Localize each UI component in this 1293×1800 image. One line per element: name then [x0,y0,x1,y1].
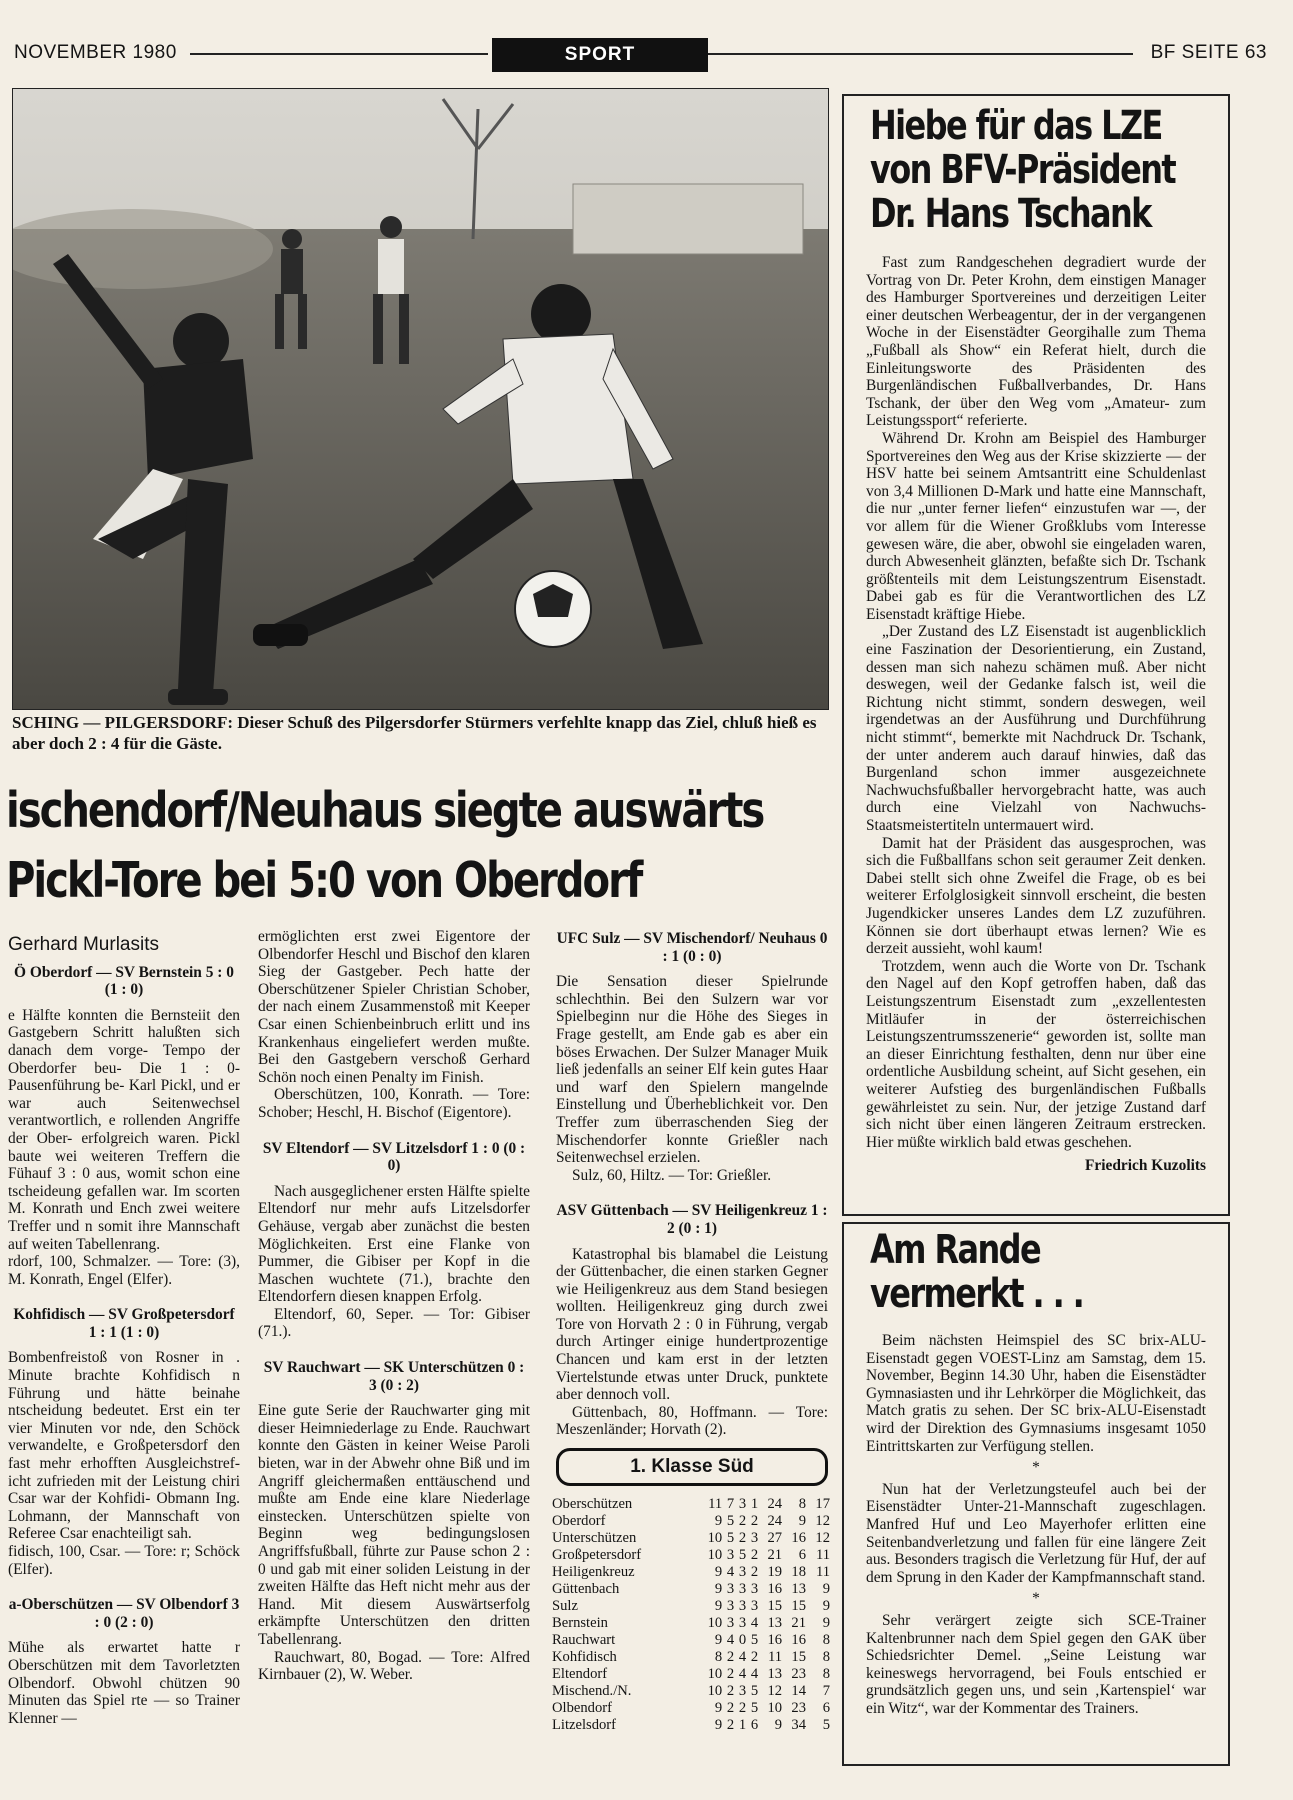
table-cell: 4 [726,1564,735,1580]
photo-caption: SCHING — PILGERSDORF: Dieser Schuß des Pilgersdorfer Stürmers verfehlte knapp das Ziel, chluß hieß es aber doch 2 : 4 für die Gäste. [12,713,817,753]
table-cell: 2 [738,1700,747,1716]
table-cell: 9 [714,1632,723,1648]
article-paragraph: Eine gute Serie der Rauchwarter ging mit dieser Heimniederlage zu Ende. Rauchwart konnte den Gästen in keiner Weise Paroli bieten, war in der Abwehr ohne Biß und im Angriff gleichermaßen enttäuschend und mußte am Ende eine klare Niederlage einstecken. Unterschützen spielte von Beginn weg bedingungslosen Angriffsfußball, führte zur Pause schon 2 : 0 und gab mit einer soliden Leistung in der zweiten Hälfte das Heft nicht mehr aus der Hand. Mit diesem Auswärtserfolg erkämpfte Unterschützen den dritten Tabellenrang. [258,1402,530,1648]
table-cell: 5 [738,1547,747,1563]
table-cell: 18 [791,1564,806,1580]
table-row [552,1581,830,1598]
article-paragraph: e Hälfte konnten die Bernsteiit den Gastgebern Schritt halußten sich danach dem vorge- Tempo der Oberdorfer beu- Die 1 : 0-Pausenführung be- Karl Pickl, und er war auch Seitenwechsel verantwortlich, e rollenden Angriffe der Ober- erfolgreich waren. Pickl baute wei weiteren Treffern die Fühauf 3 : 0 aus, womit schon eine tscheideung gefallen war. Im scorten M. Konrath und Ench zwei weitere Treffer und n somit ihre Mannschaft auf weiten Tabellenrang. [8,1006,240,1253]
table-cell: 21 [767,1547,783,1563]
table-row [552,1496,830,1513]
article-column-2 [258,928,530,1684]
header-rule-left [190,53,488,55]
match-details: Rauchwart, 80, Bogad. — Tore: Alfred Kirnbauer (2), W. Weber. [258,1648,530,1684]
article-column-1 [8,936,240,1727]
team-name: Bernstein [552,1615,608,1631]
table-row [552,1513,830,1530]
article-column-3 [556,930,828,1439]
table-cell: 16 [767,1581,783,1597]
match-heading: a-Oberschützen — SV Olbendorf 3 : 0 (2 : 0) [8,1596,240,1631]
table-cell: 12 [767,1683,783,1699]
table-cell: 10 [767,1700,783,1716]
article-paragraph: Trotzdem, wenn auch die Worte von Dr. Tschank den Nagel auf den Kopf getroffen haben, daß das Leistungszentrum Eisenstadt zum „exzellentesten Mitläufer in der österreichischen Leistungszentrumsszenerie“ geworden ist, sollte man an dieser Einrichtung festhalten, denn nur über eine ordentliche Ausbildung scheint, auf Sicht gesehen, ein weiterer Aufstieg des burgenländischen Fußballs gewährleistet zu sein. Nur, der jetzige Zustand darf sich nicht über einen längeren Zeitraum erstrecken. Hier müßte wirklich bald etwas geschehen. [866,957,1206,1151]
table-cell: 10 [707,1615,723,1631]
article-paragraph: Sehr verärgert zeigte sich SCE-Trainer Kaltenbrunner nach dem Spiel gegen den GAK über Schiedsrichter Demel. „Seine Leistung war keineswegs hervorragend, bei Fouls entschied er grundsätzlich gegen uns, und sein ‚Kartenspiel‘ war ein Witz“, war der Kommentar des Trainers. [866,1611,1206,1717]
table-cell: 2 [726,1683,735,1699]
page-number: BF SEITE 63 [1150,42,1267,63]
table-cell: 13 [791,1581,806,1597]
table-cell: 3 [738,1581,747,1597]
table-cell: 9 [822,1615,830,1631]
football-scene-illustration [13,89,828,709]
table-cell: 3 [738,1598,747,1614]
article-paragraph: Damit hat der Präsident das ausgesprochen, was sich die Fußballfans schon seit geraumer Zeit denken. Dabei stellt sich ohne Zweifel die Frage, ob es bei weiterer Erfolglosigkeit sinnvoll erscheint, die besten Jugendkicker unseres Landes dem LZ zuzuführen. Können sie dort überhaupt etwas lernen? Wie es derzeit aussieht, wohl kaum! [866,834,1206,958]
table-cell: 3 [738,1496,747,1512]
separator-star: * [1032,1590,1040,1608]
table-cell: 4 [738,1666,747,1682]
table-cell: 7 [822,1683,830,1699]
table-cell: 24 [767,1513,783,1529]
team-name: Unterschützen [552,1530,637,1546]
team-name: Eltendorf [552,1666,608,1682]
table-cell: 34 [791,1717,806,1733]
table-cell: 2 [750,1564,759,1580]
article-paragraph: ermöglichten erst zwei Eigentore der Olbendorfer Heschl und Bischof den klaren Sieg der Gastgeber. Pech hatte der Oberschützener Spieler Christian Schober, der nach einem Zusammenstoß mit Keeper Csar einen Schienbeinbruch erlitt und ins Krankenhaus eingeliefert werden mußte. Bei den Gastgebern verschoß Gerhard Schön noch einen Penalty im Finish. [258,928,530,1086]
table-cell: 12 [815,1530,830,1546]
table-cell: 9 [714,1581,723,1597]
team-name: Olbendorf [552,1700,612,1716]
league-table [552,1496,830,1734]
main-subheadline: Pickl-Tore bei 5:0 von Oberdorf [6,852,642,909]
table-row [552,1632,830,1649]
table-cell: 6 [750,1717,759,1733]
table-cell: 2 [726,1717,735,1733]
table-cell: 2 [750,1547,759,1563]
table-cell: 3 [750,1581,759,1597]
table-cell: 3 [726,1581,735,1597]
table-cell: 9 [774,1717,783,1733]
section-label: SPORT [492,38,708,72]
table-cell: 2 [750,1649,759,1665]
main-headline: ischendorf/Neuhaus siegte auswärts [6,782,764,839]
table-cell: 4 [750,1666,759,1682]
article-paragraph: Fast zum Randgeschehen degradiert wurde der Vortrag von Dr. Peter Krohn, dem einstigen Manager des Hamburger Sportvereines und derzeitigen Leiter einer deutschen Werbeagentur, der in der vergangenen Woche in der Eisenstädter Georgihalle zum Thema „Fußball als Show“ ein Referat hielt, durch die Einleitungsworte des Präsidenten des Burgenländischen Fußballverbandes, Dr. Hans Tschank, der über den Weg vom „Amateur- zum Leistungssport“ referierte. [866,254,1206,430]
table-cell: 10 [707,1683,723,1699]
table-cell: 0 [738,1632,747,1648]
article-paragraph: Beim nächsten Heimspiel des SC brix-ALU-Eisenstadt gegen VOEST-Linz am Samstag, dem 15. November, Beginn 14.30 Uhr, haben die Eisenstädter Gymnasiasten und ihr Lehrkörper die Möglichkeit, das Match gratis zu sehen. Der SC brix-ALU-Eisenstadt wird der Direktion des Gymnasiums insgesamt 1050 Eintrittskarten zur Verfügung stellen. [866,1332,1206,1455]
table-cell: 10 [707,1530,723,1546]
article-paragraph: Bombenfreistoß von Rosner in . Minute brachte Kohfidisch n Führung und hätte beinahe ntscheidung bedeutet. Erst ein ter vier Minuten vor nde, den Schöck verwandelte, e Großpetersdorf den fast mehr erhofften Ausgleichstref- icht zufrieden mit der Leistung chiri Csar war der Kohfidi- Obmann Ing. Lohmann, der Mannschaft von Referee Csar enachteiligt sah. [8,1349,240,1543]
table-cell: 9 [822,1581,830,1597]
table-cell: 27 [767,1530,783,1546]
match-details: Eltendorf, 60, Seper. — Tor: Gibiser (71.). [258,1305,530,1341]
sidebar-headline-line: Am Rande [870,1227,1041,1273]
article-paragraph: Katastrophal bis blamabel die Leistung der Güttenbacher, die einen starken Gegner wie Heiligenkreuz aus dem Stand besiegen wollten. Heiligenkreuz ging durch zwei Tore von Horvath 2 : 0 in Führung, vergab durch Artinger einige hundertprozentige Chancen und kam erst in der letzten Viertelstunde etwas unter Druck, punktete aber dennoch voll. [556,1245,828,1404]
team-name: Oberdorf [552,1513,606,1529]
match-heading: UFC Sulz — SV Mischendorf/ Neuhaus 0 : 1 (0 : 0) [556,930,828,965]
match-details: Güttenbach, 80, Hoffmann. — Tore: Meszenländer; Horvath (2). [556,1403,828,1439]
team-name: Mischend./N. [552,1683,632,1699]
table-cell: 3 [738,1683,747,1699]
table-cell: 1 [738,1717,747,1733]
article-paragraph: Nun hat der Verletzungsteufel auch bei der Eisenstädter Unter-21-Mannschaft zugeschlagen. Manfred Huf und Leo Mayerhofer erlitten eine Seitenbandverletzung und fallen für eine längere Zeit aus. Besonders tragisch die Verletzung für Huf, der auf dem Sprung in den Kader der Kampfmannschaft stand. [866,1480,1206,1586]
table-row [552,1683,830,1700]
table-row [552,1615,830,1632]
table-row [552,1717,830,1734]
article-paragraph: Mühe als erwartet hatte r Oberschützen mit dem Tavorletzten Olbendorf. Obwohl chützen 90 Minuten das Spiel rte — so Trainer Klenner — [8,1639,240,1727]
team-name: Oberschützen [552,1496,633,1512]
sidebar-article-body [866,254,1206,1175]
table-cell: 15 [767,1598,783,1614]
table-cell: 9 [798,1513,806,1529]
sidebar-notes-body [866,1332,1206,1717]
table-cell: 2 [726,1649,735,1665]
team-name: Rauchwart [552,1632,616,1648]
match-details: Sulz, 60, Hiltz. — Tor: Grießler. [572,1166,772,1184]
table-cell: 9 [714,1700,723,1716]
sidebar-headline-line: Hiebe für das LZE [870,103,1162,149]
table-cell: 4 [726,1632,735,1648]
table-cell: 8 [822,1666,830,1682]
table-cell: 3 [738,1615,747,1631]
table-cell: 7 [726,1496,735,1512]
team-name: Großpetersdorf [552,1547,642,1563]
table-cell: 2 [750,1513,759,1529]
table-cell: 23 [791,1666,806,1682]
table-cell: 13 [767,1666,783,1682]
header-rule-right [708,53,1133,55]
table-cell: 3 [726,1598,735,1614]
article-paragraph: Nach ausgeglichener ersten Hälfte spielte Eltendorf nur mehr aufs Litzelsdorfer Gehäuse, vergab aber zunächst die besten Möglichkeiten. Erst eine Flanke von Pummer, die Gibiser per Kopf in die Maschen wuchtete (71.), brachte den Eltendorfern diesen knappen Erfolg. [258,1182,530,1306]
table-row [552,1547,830,1564]
table-cell: 10 [707,1547,723,1563]
table-cell: 11 [815,1564,830,1580]
match-photo [12,88,829,710]
table-cell: 3 [738,1564,747,1580]
table-cell: 5 [750,1683,759,1699]
table-cell: 10 [707,1666,723,1682]
table-row [552,1530,830,1547]
table-cell: 5 [750,1632,759,1648]
match-heading: SV Eltendorf — SV Litzelsdorf 1 : 0 (0 : 0) [262,1139,526,1175]
table-cell: 1 [750,1496,759,1512]
table-cell: 8 [822,1649,830,1665]
table-cell: 14 [791,1683,806,1699]
table-row [552,1700,830,1717]
table-cell: 16 [791,1632,806,1648]
table-cell: 15 [791,1649,806,1665]
table-cell: 3 [750,1530,759,1546]
table-cell: 17 [815,1496,830,1512]
match-heading: SV Rauchwart — SK Unterschützen 0 : 3 (0 : 2) [263,1359,525,1394]
table-cell: 9 [714,1717,723,1733]
league-table-title: 1. Klasse Süd [556,1448,828,1486]
byline: Gerhard Murlasits [8,934,159,955]
table-cell: 2 [726,1700,735,1716]
table-cell: 4 [738,1649,747,1665]
table-cell: 5 [822,1717,830,1733]
table-cell: 12 [815,1513,830,1529]
match-details: Oberschützen, 100, Konrath. — Tore: Schober; Heschl, H. Bischof (Eigentore). [258,1086,530,1121]
table-cell: 9 [714,1598,723,1614]
table-cell: 3 [726,1547,735,1563]
sidebar-am-rande [842,1222,1230,1766]
team-name: Heiligenkreuz [552,1564,635,1580]
match-heading: ASV Güttenbach — SV Heiligenkreuz 1 : 2 (0 : 1) [556,1202,828,1237]
article-paragraph: Während Dr. Krohn am Beispiel des Hamburger Sportvereines den Weg aus der Krise skizzierte — der HSV hatte bei seinem Amtsantritt eine Schuldenlast von 3,4 Millionen D-Mark und hatte eine Mannschaft, die nur „unter ferner liefen“ einzustufen war —, der vor allem für die Wiener Großklubs vom Interesse gewesen wäre, die aber, obwohl sie eingeladen waren, durch Abwesenheit glänzten, befaßte sich Dr. Tschank größtenteils mit dem Leistungszentrum Eisenstadt. Dabei gab es für die Verantwortlichen des LZ Eisenstadt kräftige Hiebe. [866,429,1206,623]
team-name: Litzelsdorf [552,1717,617,1733]
separator-star: * [1032,1459,1040,1477]
table-row [552,1649,830,1666]
table-cell: 8 [798,1496,806,1512]
table-cell: 3 [726,1615,735,1631]
team-name: Güttenbach [552,1581,620,1597]
issue-date: NOVEMBER 1980 [14,42,177,63]
table-cell: 8 [714,1649,723,1665]
table-cell: 24 [767,1496,783,1512]
table-cell: 3 [750,1598,759,1614]
match-heading: Ö Oberdorf — SV Bernstein 5 : 0 (1 : 0) [14,963,234,999]
table-cell: 2 [738,1513,747,1529]
table-cell: 9 [714,1564,723,1580]
table-cell: 23 [791,1700,806,1716]
table-cell: 5 [750,1700,759,1716]
match-details: fidisch, 100, Csar. — Tore: r; Schöck (Elfer). [8,1543,240,1578]
sidebar-headline-line: von BFV-Präsident [870,147,1176,193]
sidebar-headline-line: vermerkt . . . [870,1271,1084,1317]
table-cell: 15 [791,1598,806,1614]
table-cell: 5 [726,1513,735,1529]
match-details: rdorf, 100, Schmalzer. — Tore: (3), M. Konrath, Engel (Elfer). [8,1253,240,1288]
table-cell: 2 [738,1530,747,1546]
match-heading: Kohfidisch — SV Großpetersdorf 1 : 1 (1 : 0) [13,1306,235,1341]
table-cell: 6 [798,1547,806,1563]
table-cell: 2 [726,1666,735,1682]
table-row [552,1598,830,1615]
team-name: Kohfidisch [552,1649,617,1665]
article-paragraph: Die Sensation dieser Spielrunde schlechthin. Bei den Sulzern war vor Spielbeginn nur die Höhe des Sieges in Frage gestellt, am Ende gab es aber ein böses Erwachen. Der Sulzer Manager Muik ließ jedenfalls an seiner Elf kein gutes Haar und warf den Spielern mangelnde Einstellung und Überheblichkeit vor. Den Treffer zum überraschenden Sieg der Mischendorfer konnte Grießler nach Seitenwechsel erzielen. [556,973,828,1167]
table-cell: 16 [791,1530,806,1546]
table-cell: 19 [767,1564,783,1580]
sidebar-headline-line: Dr. Hans Tschank [870,191,1151,237]
table-cell: 21 [791,1615,806,1631]
table-cell: 13 [767,1615,783,1631]
table-cell: 11 [768,1649,783,1665]
table-cell: 9 [822,1598,830,1614]
team-name: Sulz [552,1598,578,1614]
sidebar-article-lze [842,94,1230,1216]
table-cell: 8 [822,1632,830,1648]
table-cell: 4 [750,1615,759,1631]
table-cell: 11 [815,1547,830,1563]
article-paragraph: „Der Zustand des LZ Eisenstadt ist augenblicklich eine Faszination der Desorientierung, ein Zustand, dessen man sich nahezu schämen muß. Aber nicht deswegen, weil der Gedanke falsch ist, weil die Richtung nicht stimmt, sondern deswegen, weil irgendetwas an der Ausführung und Durchführung nicht stimmt“, bemerkte mit Nachdruck Dr. Tschank, der unter anderem auch darauf hinwies, daß das Burgenland schon immer ausgezeichnete Nachwuchsfußballer hervorgebracht hatte, was auch durch eine Vielzahl von Nachwuchs-Staatsmeistertiteln untermauert wird. [866,623,1206,834]
table-cell: 11 [708,1496,723,1512]
table-row [552,1666,830,1683]
table-cell: 16 [767,1632,783,1648]
table-cell: 6 [822,1700,830,1716]
article-author: Friedrich Kuzolits [1085,1157,1206,1175]
table-row [552,1564,830,1581]
table-cell: 9 [714,1513,723,1529]
table-cell: 5 [726,1530,735,1546]
